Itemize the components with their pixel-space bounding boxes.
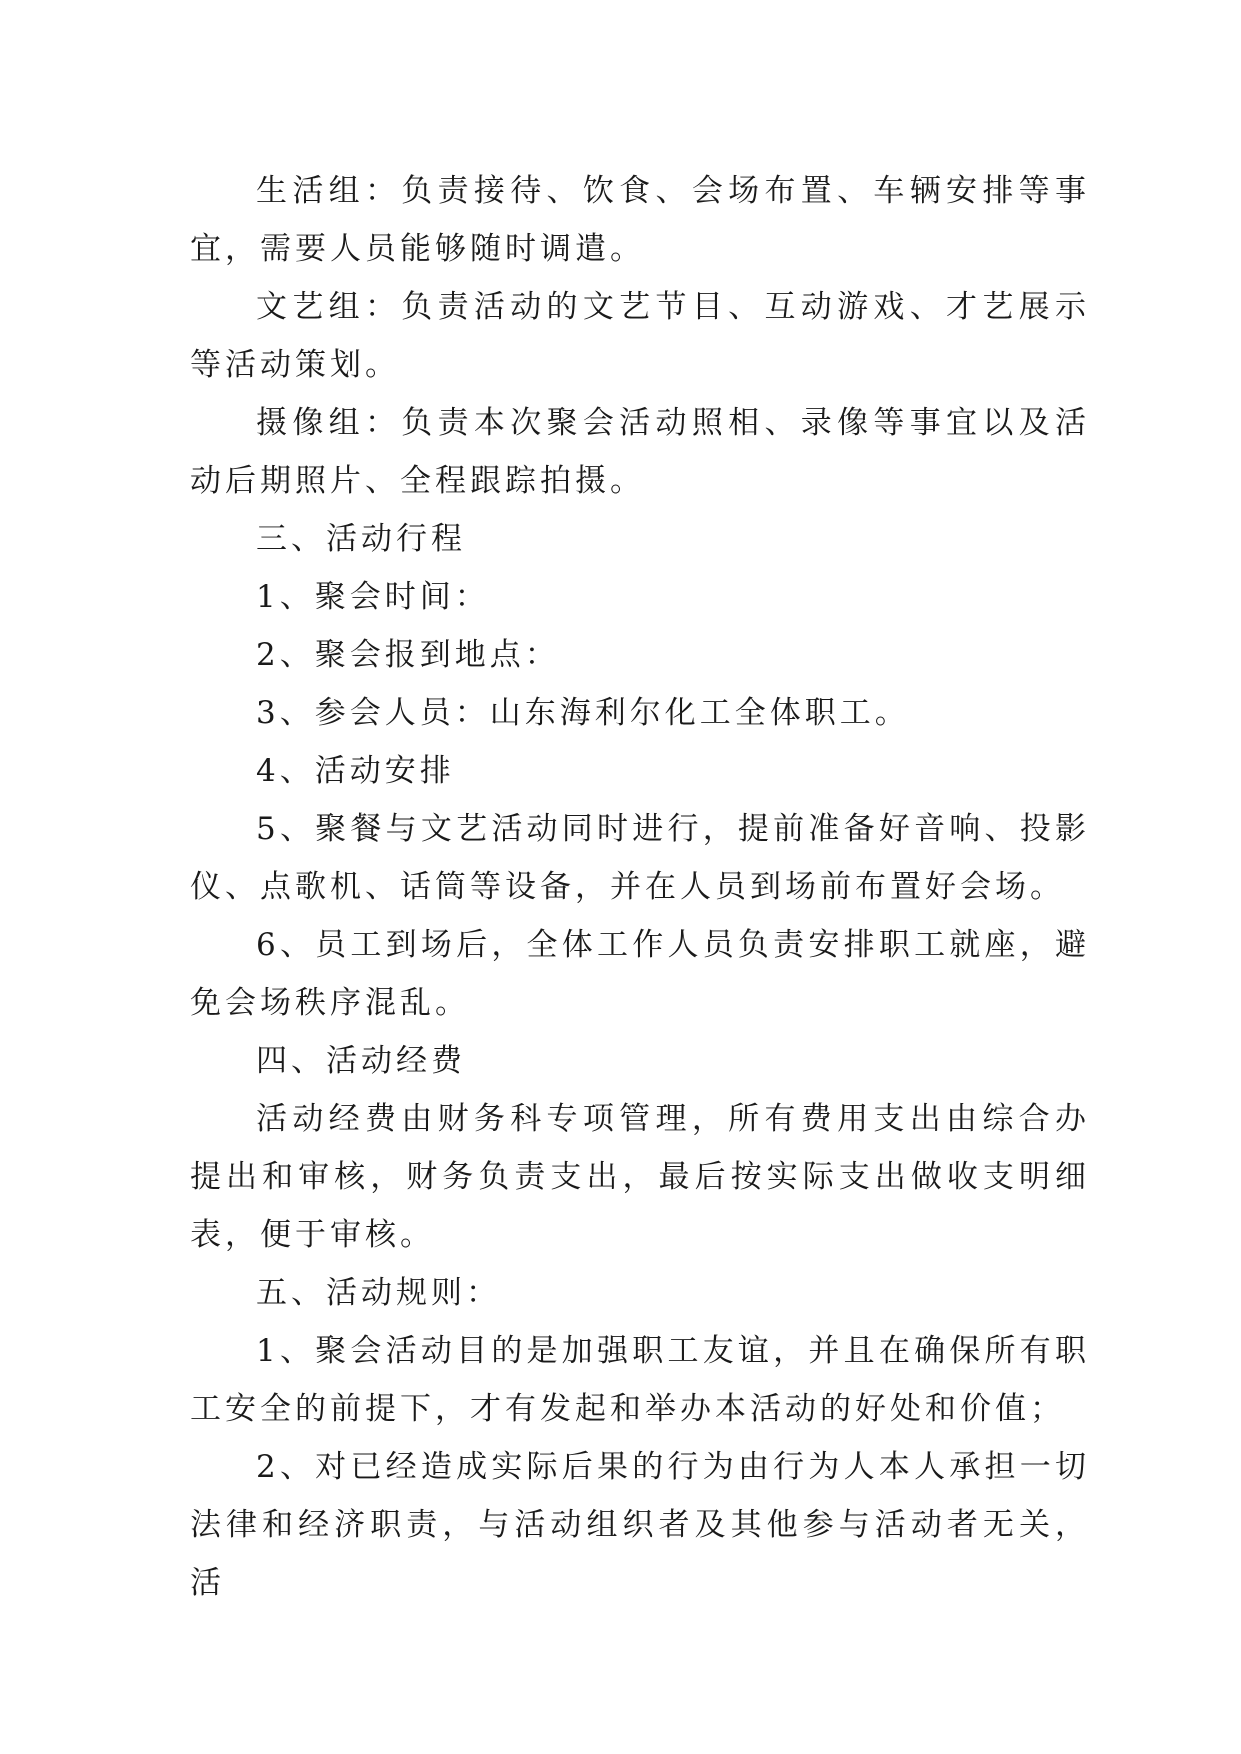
list-item-arrangement: 4、活动安排 xyxy=(256,753,455,789)
section-heading-rules: 五、活动规则： xyxy=(256,1275,501,1311)
list-item-seating: 6、员工到场后，全体工作人员负责安排职工就座，避免会场秩序混乱。 xyxy=(190,927,1090,1021)
list-item-time: 1、聚会时间： xyxy=(256,579,490,615)
list-item-attendees: 3、参会人员：山东海利尔化工全体职工。 xyxy=(256,695,910,731)
paragraph-life-group: 生活组：负责接待、饮食、会场布置、车辆安排等事宜，需要人员能够随时调遣。 xyxy=(190,173,1090,267)
section-heading-itinerary: 三、活动行程 xyxy=(256,521,466,557)
paragraph-arts-group: 文艺组：负责活动的文艺节目、互动游戏、才艺展示等活动策划。 xyxy=(190,289,1090,383)
list-item-rule-1: 1、聚会活动目的是加强职工友谊，并且在确保所有职工安全的前提下，才有发起和举办本活动的好处和价值； xyxy=(190,1333,1090,1427)
paragraph-camera-group: 摄像组：负责本次聚会活动照相、录像等事宜以及活动后期照片、全程跟踪拍摄。 xyxy=(190,405,1090,499)
list-item-location: 2、聚会报到地点： xyxy=(256,637,560,673)
section-heading-budget: 四、活动经费 xyxy=(256,1043,466,1079)
paragraph-budget: 活动经费由财务科专项管理，所有费用支出由综合办提出和审核，财务负责支出，最后按实际支出做收支明细表，便于审核。 xyxy=(190,1101,1090,1253)
document-body xyxy=(190,162,1090,1612)
list-item-dinner: 5、聚餐与文艺活动同时进行，提前准备好音响、投影仪、点歌机、话筒等设备，并在人员到场前布置好会场。 xyxy=(190,811,1090,905)
list-item-rule-2: 2、对已经造成实际后果的行为由行为人本人承担一切法律和经济职责，与活动组织者及其他参与活动者无关，活 xyxy=(190,1449,1090,1601)
